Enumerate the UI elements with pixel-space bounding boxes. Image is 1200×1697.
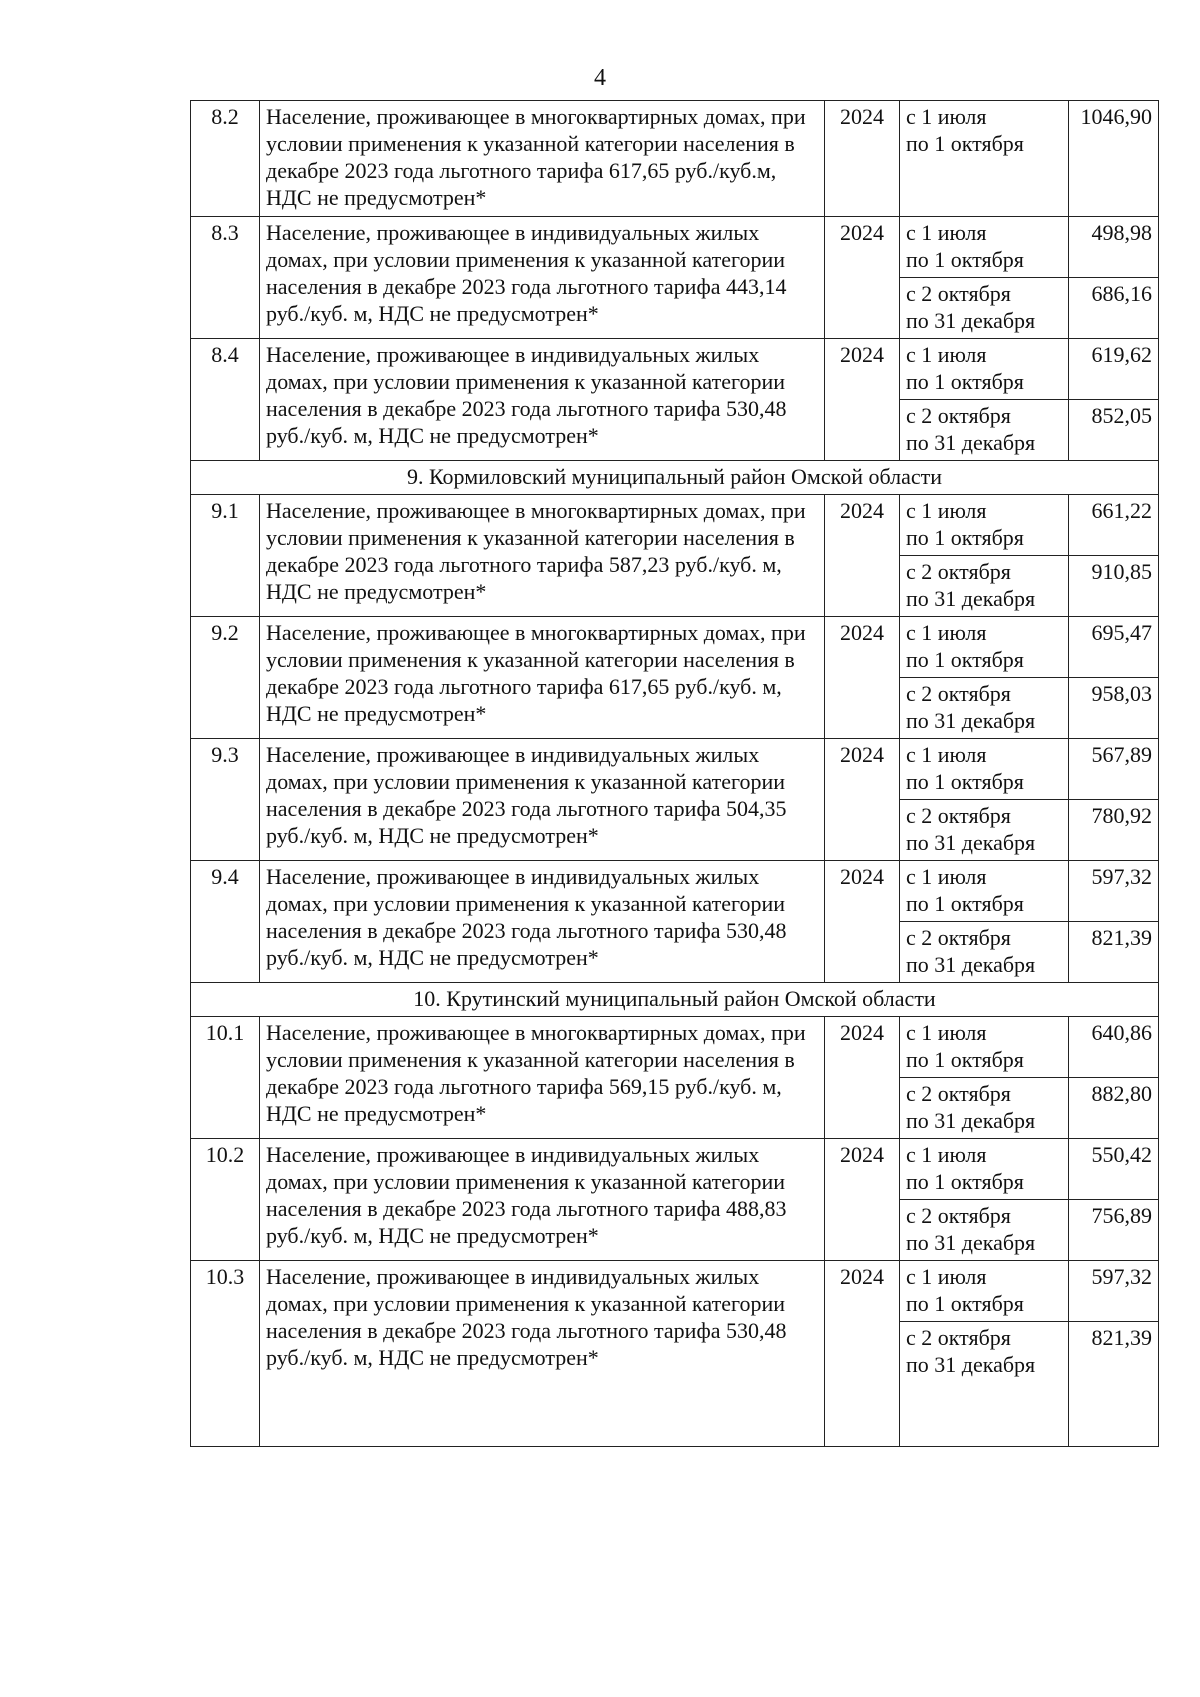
price-value: 910,85 (1069, 556, 1159, 617)
period-from: с 2 октября (906, 1325, 1011, 1350)
price-value: 1046,90 (1069, 101, 1159, 217)
price-value: 597,32 (1069, 861, 1159, 922)
item-number: 9.1 (191, 495, 260, 617)
period-cell (900, 922, 1069, 983)
period-from: с 1 июля (906, 1142, 987, 1167)
period-cell (900, 339, 1069, 400)
item-description: Население, проживающее в индивидуальных жилых домах, при условии применения к указанной категории населения в декабре 2023 года льготного тарифа 504,35 руб./куб. м, НДС не предусмотрен* (260, 739, 825, 861)
table-row (191, 739, 1159, 800)
table-row (191, 1139, 1159, 1200)
period-from: с 2 октября (906, 281, 1011, 306)
table-row (191, 217, 1159, 278)
period-to: по 31 декабря (906, 1352, 1036, 1377)
item-description: Население, проживающее в многоквартирных домах, при условии применения к указанной категории населения в декабре 2023 года льготного тарифа 569,15 руб./куб. м, НДС не предусмотрен* (260, 1017, 825, 1139)
period-cell (900, 1200, 1069, 1261)
item-number: 9.3 (191, 739, 260, 861)
price-value: 821,39 (1069, 922, 1159, 983)
item-description: Население, проживающее в индивидуальных жилых домах, при условии применения к указанной категории населения в декабре 2023 года льготного тарифа 530,48 руб./куб. м, НДС не предусмотрен* (260, 861, 825, 983)
item-number: 8.3 (191, 217, 260, 339)
item-year: 2024 (825, 1261, 900, 1447)
period-to: по 1 октября (906, 1291, 1024, 1316)
period-cell (900, 1322, 1069, 1447)
period-cell (900, 861, 1069, 922)
period-from: с 1 июля (906, 498, 987, 523)
price-value: 958,03 (1069, 678, 1159, 739)
table-row (191, 1017, 1159, 1078)
item-year: 2024 (825, 739, 900, 861)
period-from: с 2 октября (906, 681, 1011, 706)
section-row (191, 461, 1159, 495)
item-year: 2024 (825, 1017, 900, 1139)
period-to: по 31 декабря (906, 308, 1036, 333)
page-number: 4 (594, 65, 606, 91)
period-from: с 1 июля (906, 342, 987, 367)
item-year: 2024 (825, 617, 900, 739)
item-year: 2024 (825, 861, 900, 983)
item-number: 8.2 (191, 101, 260, 217)
price-value: 686,16 (1069, 278, 1159, 339)
item-number: 8.4 (191, 339, 260, 461)
item-description: Население, проживающее в индивидуальных жилых домах, при условии применения к указанной категории населения в декабре 2023 года льготного тарифа 443,14 руб./куб. м, НДС не предусмотрен* (260, 217, 825, 339)
price-value: 852,05 (1069, 400, 1159, 461)
period-from: с 1 июля (906, 620, 987, 645)
period-from: с 1 июля (906, 220, 987, 245)
price-value: 821,39 (1069, 1322, 1159, 1447)
tariff-table (190, 100, 1159, 1447)
price-value: 661,22 (1069, 495, 1159, 556)
period-cell (900, 1078, 1069, 1139)
item-year: 2024 (825, 495, 900, 617)
price-value: 780,92 (1069, 800, 1159, 861)
tariff-table-body (191, 101, 1159, 1447)
period-to: по 1 октября (906, 131, 1024, 156)
period-to: по 1 октября (906, 647, 1024, 672)
period-to: по 31 декабря (906, 430, 1036, 455)
price-value: 695,47 (1069, 617, 1159, 678)
period-from: с 2 октября (906, 1081, 1011, 1106)
period-cell (900, 1139, 1069, 1200)
period-from: с 1 июля (906, 742, 987, 767)
period-cell (900, 1261, 1069, 1322)
item-description: Население, проживающее в многоквартирных домах, при условии применения к указанной категории населения в декабре 2023 года льготного тарифа 587,23 руб./куб. м, НДС не предусмотрен* (260, 495, 825, 617)
item-description: Население, проживающее в многоквартирных домах, при условии применения к указанной категории населения в декабре 2023 года льготного тарифа 617,65 руб./куб.м, НДС не предусмотрен* (260, 101, 825, 217)
item-year: 2024 (825, 217, 900, 339)
period-cell (900, 617, 1069, 678)
table-row (191, 101, 1159, 217)
table-row (191, 1261, 1159, 1322)
section-title: 10. Крутинский муниципальный район Омской области (191, 983, 1159, 1017)
period-from: с 2 октября (906, 925, 1011, 950)
period-from: с 2 октября (906, 403, 1011, 428)
period-to: по 31 декабря (906, 952, 1036, 977)
price-value: 567,89 (1069, 739, 1159, 800)
period-cell (900, 495, 1069, 556)
period-to: по 31 декабря (906, 1108, 1036, 1133)
price-value: 619,62 (1069, 339, 1159, 400)
item-number: 10.1 (191, 1017, 260, 1139)
period-to: по 1 октября (906, 1169, 1024, 1194)
period-cell (900, 678, 1069, 739)
period-to: по 1 октября (906, 769, 1024, 794)
period-from: с 1 июля (906, 1020, 987, 1045)
section-row (191, 983, 1159, 1017)
period-cell (900, 400, 1069, 461)
item-number: 10.3 (191, 1261, 260, 1447)
period-from: с 1 июля (906, 104, 987, 129)
item-description: Население, проживающее в многоквартирных домах, при условии применения к указанной категории населения в декабре 2023 года льготного тарифа 617,65 руб./куб. м, НДС не предусмотрен* (260, 617, 825, 739)
period-from: с 1 июля (906, 864, 987, 889)
period-from: с 1 июля (906, 1264, 987, 1289)
period-to: по 1 октября (906, 1047, 1024, 1072)
item-description: Население, проживающее в индивидуальных жилых домах, при условии применения к указанной категории населения в декабре 2023 года льготного тарифа 530,48 руб./куб. м, НДС не предусмотрен* (260, 339, 825, 461)
item-number: 10.2 (191, 1139, 260, 1261)
price-value: 550,42 (1069, 1139, 1159, 1200)
item-year: 2024 (825, 1139, 900, 1261)
period-to: по 31 декабря (906, 586, 1036, 611)
period-cell (900, 1017, 1069, 1078)
period-cell (900, 217, 1069, 278)
period-from: с 2 октября (906, 1203, 1011, 1228)
table-row (191, 495, 1159, 556)
price-value: 498,98 (1069, 217, 1159, 278)
period-cell (900, 739, 1069, 800)
table-row (191, 617, 1159, 678)
period-to: по 1 октября (906, 369, 1024, 394)
period-cell (900, 556, 1069, 617)
section-title: 9. Кормиловский муниципальный район Омской области (191, 461, 1159, 495)
price-value: 640,86 (1069, 1017, 1159, 1078)
period-to: по 1 октября (906, 525, 1024, 550)
table-row (191, 861, 1159, 922)
price-value: 597,32 (1069, 1261, 1159, 1322)
period-from: с 2 октября (906, 559, 1011, 584)
period-to: по 31 декабря (906, 1230, 1036, 1255)
table-row (191, 339, 1159, 400)
period-to: по 31 декабря (906, 708, 1036, 733)
period-cell (900, 101, 1069, 217)
period-to: по 1 октября (906, 247, 1024, 272)
price-value: 882,80 (1069, 1078, 1159, 1139)
item-description: Население, проживающее в индивидуальных жилых домах, при условии применения к указанной категории населения в декабре 2023 года льготного тарифа 530,48 руб./куб. м, НДС не предусмотрен* (260, 1261, 825, 1447)
item-description: Население, проживающее в индивидуальных жилых домах, при условии применения к указанной категории населения в декабре 2023 года льготного тарифа 488,83 руб./куб. м, НДС не предусмотрен* (260, 1139, 825, 1261)
item-number: 9.2 (191, 617, 260, 739)
period-from: с 2 октября (906, 803, 1011, 828)
period-cell (900, 800, 1069, 861)
item-year: 2024 (825, 339, 900, 461)
period-to: по 1 октября (906, 891, 1024, 916)
period-to: по 31 декабря (906, 830, 1036, 855)
item-number: 9.4 (191, 861, 260, 983)
price-value: 756,89 (1069, 1200, 1159, 1261)
item-year: 2024 (825, 101, 900, 217)
period-cell (900, 278, 1069, 339)
